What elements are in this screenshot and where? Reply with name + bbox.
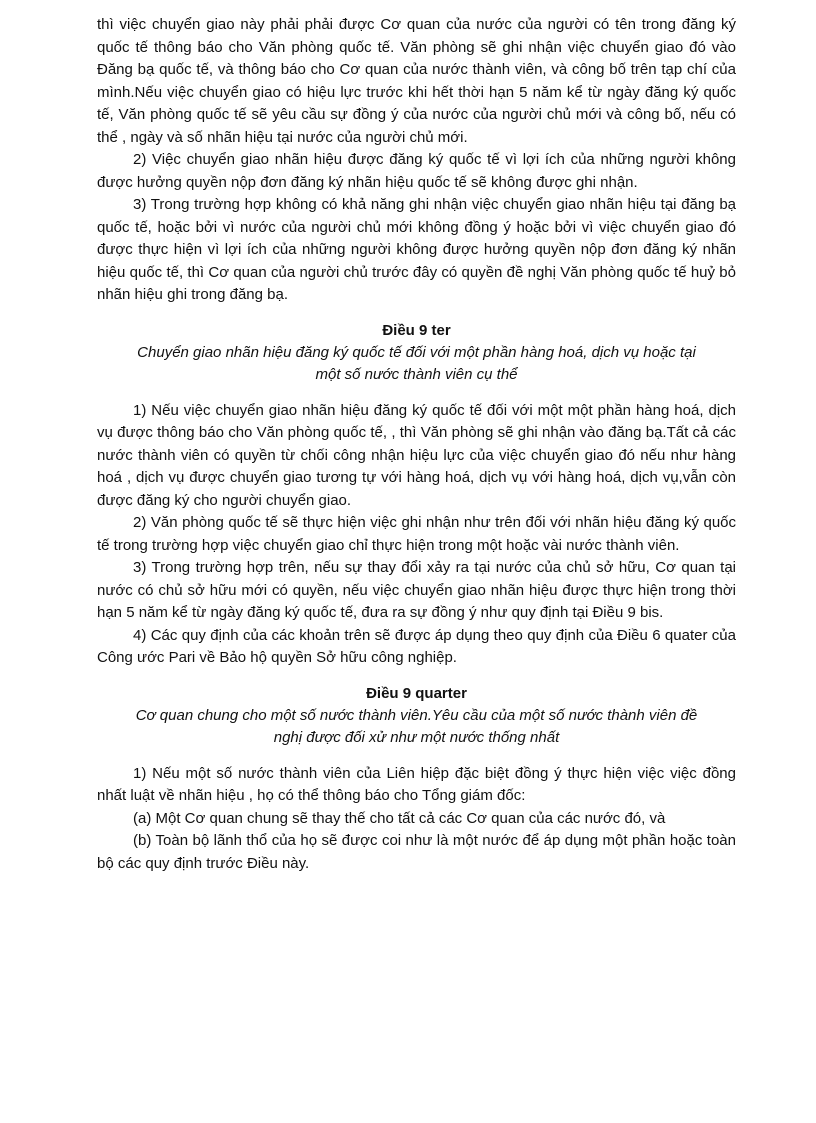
article-9ter-clause-1: 1) Nếu việc chuyển giao nhãn hiệu đăng ký quốc tế đối với một một phần hàng hoá, dịch vụ được thông báo cho Văn phòng quốc tế, , thì Văn phòng sẽ ghi nhận vào đăng bạ.Tất cả các nước thành viên có quyền từ chối công nhận hiệu lực của việc chuyển giao đó nếu như hàng hoá , dịch vụ được chuyển giao tương tự với hàng hoá, dịch vụ với hàng hoá, dịch vụ,vẫn còn được đăng ký cho người chuyển giao. [97,401,736,509]
article-9ter-subtitle [97,342,736,386]
paragraph-clause-2: 2) Việc chuyển giao nhãn hiệu được đăng ký quốc tế vì lợi ích của những người không được hưởng quyền nộp đơn đăng ký nhãn hiệu quốc tế sẽ không được ghi nhận. [97,151,736,191]
article-9quarter-heading: Điều 9 quarter [366,684,467,702]
article-9ter-clause-4: 4) Các quy định của các khoản trên sẽ được áp dụng theo quy định của Điều 6 quater của Công ước Pari về Bảo hộ quyền Sở hữu công nghiệp. [97,626,736,666]
article-9ter-subtitle-line1: Chuyển giao nhãn hiệu đăng ký quốc tế đối với một phần hàng hoá, dịch vụ hoặc tại [137,343,696,361]
document-page [97,14,736,875]
article-9quarter-item-a: (a) Một Cơ quan chung sẽ thay thế cho tất cả các Cơ quan của các nước đó, và [133,809,666,827]
paragraph-continuation: thì việc chuyển giao này phải phải được Cơ quan của nước của người có tên trong đăng ký quốc tế thông báo cho Văn phòng quốc tế. Văn phòng sẽ ghi nhận việc chuyển giao đó vào Đăng bạ quốc tế, và thông báo cho Cơ quan của nước thành viên, và công bố trên tạp chí của mình.Nếu việc chuyển giao có hiệu lực trước khi hết thời hạn 5 năm kể từ ngày đăng ký quốc tế, Văn phòng quốc tế sẽ yêu cầu sự đồng ý của nước của người chủ mới và công bố, nếu có thể , ngày và số nhãn hiệu tại nước của người chủ mới. [97,16,736,146]
article-9ter-clause-2: 2) Văn phòng quốc tế sẽ thực hiện việc ghi nhận như trên đối với nhãn hiệu đăng ký quốc tế trong trường hợp việc chuyển giao chỉ thực hiện trong một hoặc vài nước thành viên. [97,514,736,554]
article-9quarter-item-b: (b) Toàn bộ lãnh thổ của họ sẽ được coi như là một nước để áp dụng một phần hoặc toàn bộ các quy định trước Điều này. [97,832,736,872]
article-9quarter-clause-1: 1) Nếu một số nước thành viên của Liên hiệp đặc biệt đồng ý thực hiện việc việc đồng nhất luật về nhãn hiệu , họ có thể thông báo cho Tổng giám đốc: [97,764,736,804]
article-9quarter-subtitle-line1: Cơ quan chung cho một số nước thành viên.Yêu cầu của một số nước thành viên đề [135,706,698,724]
article-9ter-clause-3: 3) Trong trường hợp trên, nếu sự thay đổi xảy ra tại nước của chủ sở hữu, Cơ quan tại nước có chủ sở hữu mới có quyền, nếu việc chuyển giao nhãn hiệu được thực hiện trong thời hạn 5 năm kể từ ngày đăng ký quốc tế, đưa ra sự đồng ý như quy định tại Điều 9 bis. [97,559,736,621]
article-9quarter-subtitle-line2: nghị được đối xử như một nước thống nhất [273,728,560,746]
paragraph-clause-3: 3) Trong trường hợp không có khả năng ghi nhận việc chuyển giao nhãn hiệu tại đăng bạ quốc tế, hoặc bởi vì nước của người chủ mới không đồng ý hoặc bởi vì việc chuyển giao đó được thực hiện vì lợi ích của những người không được hưởng quyền nộp đơn đăng ký nhãn hiệu quốc tế, thì Cơ quan của người chủ trước đây có quyền đề nghị Văn phòng quốc tế huỷ bỏ nhãn hiệu ghi trong đăng bạ. [97,196,736,303]
article-9quarter-subtitle [97,705,736,749]
article-9ter-subtitle-line2: một số nước thành viên cụ thể [315,365,518,383]
article-9ter-heading: Điều 9 ter [382,321,451,339]
